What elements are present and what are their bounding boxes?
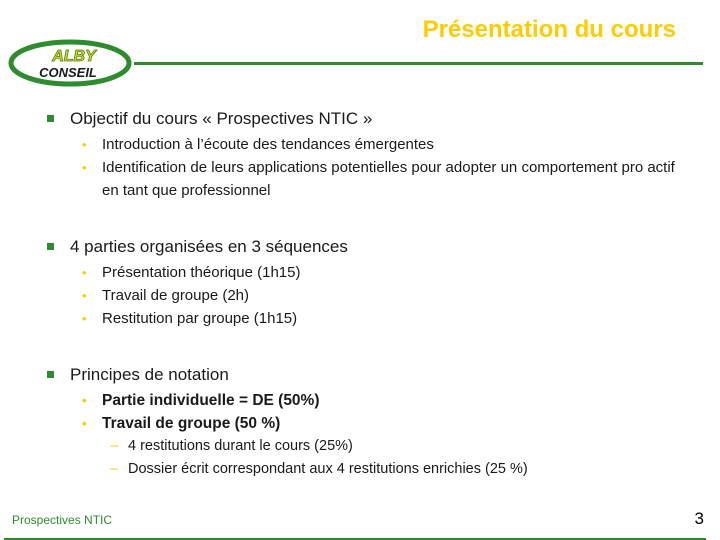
bullet-icon: • — [82, 288, 87, 303]
square-bullet-icon — [47, 371, 54, 378]
bullet-icon: • — [82, 160, 87, 175]
square-bullet-icon — [47, 115, 54, 122]
sub-list-item: – 4 restitutions durant le cours (25%) — [104, 435, 686, 458]
list-item: • Présentation théorique (1h15) — [80, 261, 686, 284]
title-rule — [134, 62, 703, 65]
list-item: • Travail de groupe (50 %) — [80, 412, 686, 435]
sub-list-item: – Dossier écrit correspondant aux 4 restitutions enrichies (25 %) — [104, 458, 686, 481]
alby-conseil-logo — [8, 38, 132, 88]
bullet-icon: • — [82, 265, 87, 280]
dash-bullet-icon: – — [110, 461, 119, 477]
slide-content — [46, 108, 686, 481]
dash-bullet-icon: – — [110, 438, 119, 454]
section-parts — [46, 236, 686, 364]
footer-course-name: Prospectives NTIC — [12, 513, 113, 527]
section-heading: 4 parties organisées en 3 séquences — [46, 236, 686, 258]
list-item: • Partie individuelle = DE (50%) — [80, 389, 686, 412]
slide-title: Présentation du cours — [422, 16, 676, 43]
list-item: • Travail de groupe (2h) — [80, 284, 686, 307]
section-grading — [46, 364, 686, 481]
bullet-icon: • — [82, 416, 87, 431]
list-item: • Introduction à l’écoute des tendances émergentes — [80, 133, 686, 156]
bullet-icon: • — [82, 393, 87, 408]
square-bullet-icon — [47, 243, 54, 250]
section-heading: Principes de notation — [46, 364, 686, 386]
bullet-icon: • — [82, 137, 87, 152]
logo-text-alby: ALBY — [52, 48, 96, 65]
page-number: 3 — [694, 509, 704, 528]
list-item: • Restitution par groupe (1h15) — [80, 307, 686, 330]
section-objective — [46, 108, 686, 236]
list-item: • Identification de leurs applications potentielles pour adopter un comportement pro actif en tant que professionnel — [80, 156, 686, 202]
logo-text-conseil: CONSEIL — [39, 65, 97, 80]
section-heading: Objectif du cours « Prospectives NTIC » — [46, 108, 686, 130]
bullet-icon: • — [82, 311, 87, 326]
